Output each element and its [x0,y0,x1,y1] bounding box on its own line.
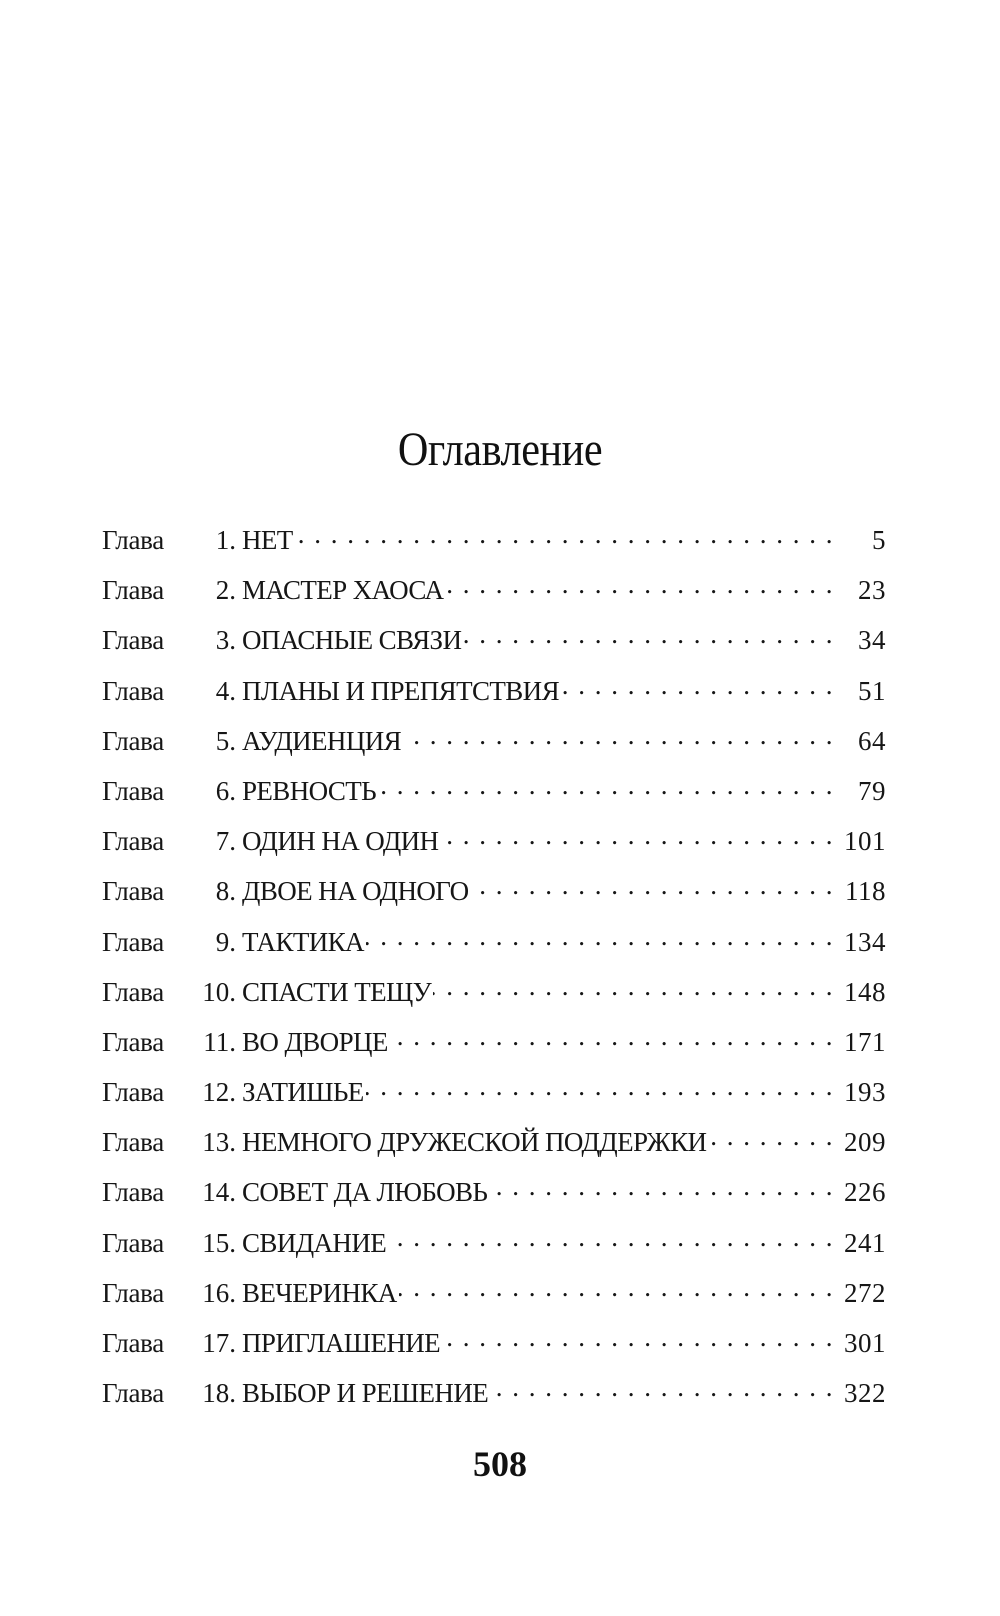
chapter-label: Глава [102,575,164,606]
toc-entry-13 [102,1119,886,1169]
chapter-page: 226 [844,1177,886,1208]
chapter-title: ДВОЕ НА ОДНОГО [242,876,469,907]
chapter-label: Глава [102,1026,164,1057]
chapter-page: 209 [844,1127,886,1158]
chapter-label: Глава [102,1127,164,1158]
chapter-title: СОВЕТ ДА ЛЮБОВЬ [242,1177,488,1208]
chapter-title: ОДИН НА ОДИН [242,826,439,857]
dot-leader [489,1171,834,1201]
toc-entry-1 [102,517,886,567]
chapter-label: Глава [102,826,164,857]
dot-leader [403,720,834,750]
chapter-number: 7. [215,826,236,857]
chapter-number: 18. [202,1378,236,1409]
chapter-label: Глава [102,876,164,907]
toc-entry-10 [102,969,886,1019]
chapter-label: Глава [102,725,164,756]
chapter-page: 5 [872,525,886,555]
toc-entry-9 [102,919,886,969]
chapter-title: МАСТЕР ХАОСА [242,575,444,606]
chapter-title: ТАКТИКА [242,926,364,957]
chapter-number: 3. [215,625,236,656]
chapter-label: Глава [102,625,164,656]
chapter-page: 171 [844,1026,886,1057]
toc-entry-15 [102,1220,886,1270]
chapter-title: НЕМНОГО ДРУЖЕСКОЙ ПОДДЕРЖКИ [242,1127,707,1158]
dot-leader [295,519,834,549]
table-of-contents [102,517,886,1420]
dot-leader [708,1121,834,1151]
dot-leader [378,770,834,800]
chapter-title: НЕТ [242,525,293,555]
chapter-number: 12. [202,1077,236,1108]
chapter-page: 241 [844,1227,886,1258]
chapter-label: Глава [102,1277,164,1308]
toc-entry-11 [102,1019,886,1069]
toc-entry-14 [102,1169,886,1219]
toc-entry-16 [102,1270,886,1320]
chapter-page: 79 [858,775,886,806]
chapter-number: 16. [202,1277,236,1308]
chapter-label: Глава [102,926,164,957]
chapter-number: 8. [215,876,236,907]
chapter-number: 1. [215,525,236,555]
chapter-number: 17. [202,1328,236,1358]
chapter-title: ПЛАНЫ И ПРЕПЯТСТВИЯ [242,675,559,706]
dot-leader [433,971,834,1001]
chapter-label: Глава [102,1378,164,1409]
chapter-number: 9. [215,926,236,957]
chapter-page: 34 [858,625,886,656]
toc-entry-7 [102,818,886,868]
dot-leader [463,619,834,649]
chapter-title: ОПАСНЫЕ СВЯЗИ [242,625,462,656]
chapter-page: 272 [844,1277,886,1308]
page-number: 508 [473,1444,527,1484]
dot-leader [366,1071,834,1101]
chapter-page: 51 [858,675,886,706]
dot-leader [442,1322,834,1352]
dot-leader [445,569,834,599]
chapter-page: 322 [844,1378,886,1409]
chapter-page: 134 [844,926,886,957]
dot-leader [390,1021,834,1051]
chapter-number: 5. [215,725,236,756]
chapter-page: 301 [844,1328,886,1358]
dot-leader [399,1272,834,1302]
chapter-page: 23 [858,575,886,606]
toc-entry-5 [102,718,886,768]
chapter-number: 4. [215,675,236,706]
toc-entry-18 [102,1370,886,1420]
chapter-label: Глава [102,1077,164,1108]
chapter-title: ВО ДВОРЦЕ [242,1026,388,1057]
chapter-label: Глава [102,1328,164,1358]
chapter-page: 193 [844,1077,886,1108]
toc-entry-8 [102,868,886,918]
dot-leader [471,870,834,900]
chapter-title: РЕВНОСТЬ [242,775,377,806]
dot-leader [561,670,834,700]
chapter-title: СВИДАНИЕ [242,1227,387,1258]
chapter-title: СПАСТИ ТЕЩУ [242,976,432,1007]
chapter-page: 148 [844,976,886,1007]
chapter-page: 64 [858,725,886,756]
chapter-label: Глава [102,976,164,1007]
chapter-number: 6. [215,775,236,806]
chapter-number: 10. [202,976,236,1007]
toc-entry-2 [102,567,886,617]
chapter-title: ВЫБОР И РЕШЕНИЕ [242,1378,489,1409]
chapter-title: ЗАТИШЬЕ [242,1077,364,1108]
chapter-page: 118 [845,876,886,907]
chapter-label: Глава [102,1227,164,1258]
dot-leader [440,820,834,850]
toc-entry-6 [102,768,886,818]
chapter-title: ВЕЧЕРИНКА [242,1277,397,1308]
contents-title: Оглавление [397,423,603,476]
dot-leader [388,1222,834,1252]
chapter-number: 13. [202,1127,236,1158]
chapter-label: Глава [102,775,164,806]
chapter-number: 14. [202,1177,236,1208]
toc-entry-3 [102,617,886,667]
chapter-label: Глава [102,525,164,555]
chapter-title: АУДИЕНЦИЯ [242,725,402,756]
toc-entry-12 [102,1069,886,1119]
chapter-number: 2. [215,575,236,606]
chapter-label: Глава [102,1177,164,1208]
dot-leader [490,1372,834,1402]
toc-entry-17 [102,1320,886,1370]
chapter-number: 11. [203,1026,236,1057]
chapter-label: Глава [102,675,164,706]
dot-leader [366,921,834,951]
chapter-page: 101 [844,826,886,857]
chapter-number: 15. [202,1227,236,1258]
toc-entry-4 [102,668,886,718]
chapter-title: ПРИГЛАШЕНИЕ [242,1328,441,1358]
